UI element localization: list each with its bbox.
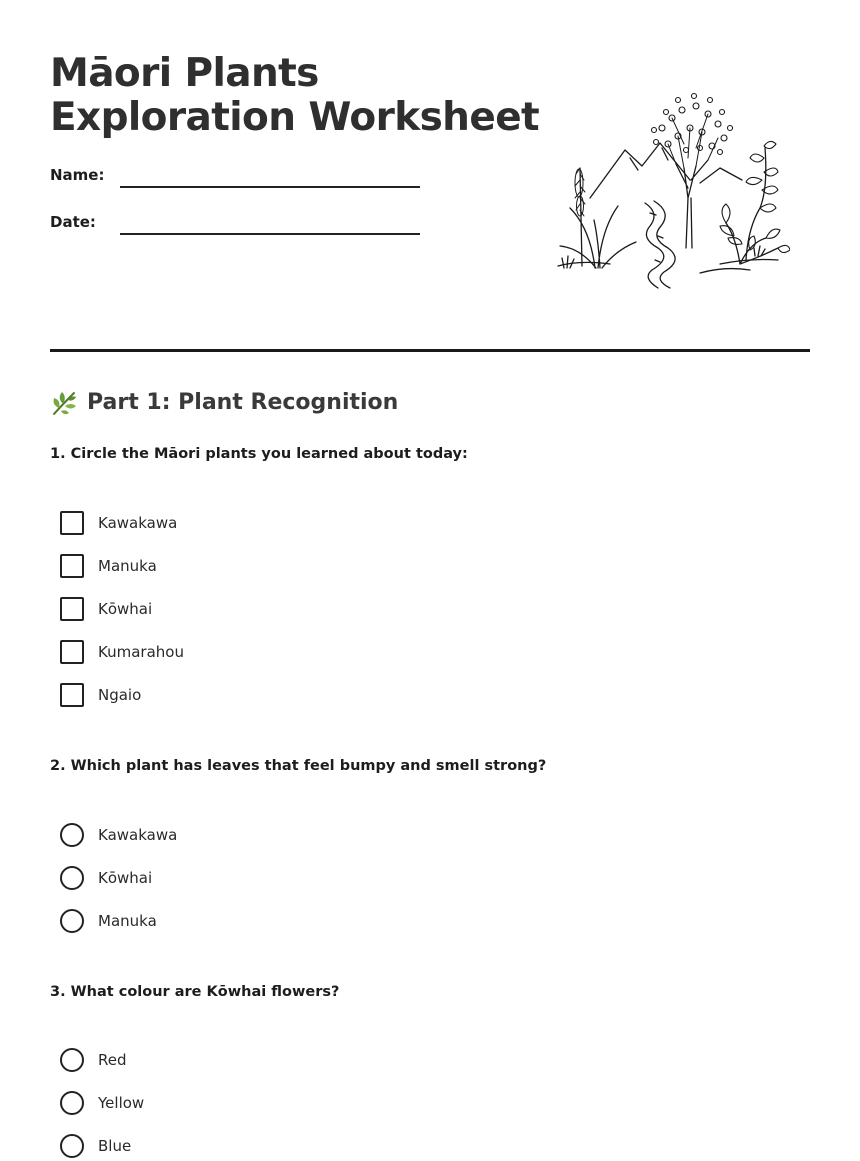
checkbox[interactable] xyxy=(60,554,84,578)
radio-button[interactable] xyxy=(60,909,84,933)
q1-option[interactable] xyxy=(60,511,177,535)
title-line-1: Māori Plants xyxy=(50,51,319,96)
q3-option[interactable] xyxy=(60,1134,131,1158)
radio-button[interactable] xyxy=(60,1048,84,1072)
section-divider xyxy=(50,349,810,352)
option-label: Kawakawa xyxy=(98,514,178,532)
question-2: 2. Which plant has leaves that feel bumpy and smell strong? xyxy=(50,758,547,774)
title-line-2: Exploration Worksheet xyxy=(50,95,540,140)
worksheet-title xyxy=(50,52,539,140)
date-label: Date: xyxy=(50,213,96,231)
radio-button[interactable] xyxy=(60,823,84,847)
option-label: Kōwhai xyxy=(98,600,153,618)
radio-button[interactable] xyxy=(60,1091,84,1115)
part1-title: Part 1: Plant Recognition xyxy=(87,390,399,415)
option-label: Kumarahou xyxy=(98,643,184,661)
question-1: 1. Circle the Māori plants you learned about today: xyxy=(50,446,468,462)
q1-option[interactable] xyxy=(60,554,157,578)
q2-option[interactable] xyxy=(60,866,152,890)
q1-option[interactable] xyxy=(60,597,152,621)
q2-option[interactable] xyxy=(60,823,177,847)
option-label: Kōwhai xyxy=(98,869,153,887)
q1-option[interactable] xyxy=(60,683,141,707)
q3-option[interactable] xyxy=(60,1048,127,1072)
q1-option[interactable] xyxy=(60,640,184,664)
checkbox[interactable] xyxy=(60,640,84,664)
checkbox[interactable] xyxy=(60,597,84,621)
option-label: Yellow xyxy=(98,1094,145,1112)
checkbox[interactable] xyxy=(60,683,84,707)
q2-option[interactable] xyxy=(60,909,157,933)
date-field[interactable] xyxy=(50,212,430,242)
name-label: Name: xyxy=(50,166,105,184)
question-3: 3. What colour are Kōwhai flowers? xyxy=(50,984,340,1000)
option-label: Blue xyxy=(98,1137,132,1155)
option-label: Red xyxy=(98,1051,127,1069)
option-label: Manuka xyxy=(98,912,157,930)
name-field[interactable] xyxy=(50,165,430,195)
name-write-line[interactable] xyxy=(120,186,420,188)
native-plants-illustration xyxy=(550,88,790,293)
herb-leaf-icon xyxy=(50,389,78,417)
option-label: Ngaio xyxy=(98,686,142,704)
option-label: Kawakawa xyxy=(98,826,178,844)
date-write-line[interactable] xyxy=(120,233,420,235)
part1-heading xyxy=(50,388,398,418)
q3-option[interactable] xyxy=(60,1091,144,1115)
radio-button[interactable] xyxy=(60,1134,84,1158)
checkbox[interactable] xyxy=(60,511,84,535)
radio-button[interactable] xyxy=(60,866,84,890)
option-label: Manuka xyxy=(98,557,157,575)
